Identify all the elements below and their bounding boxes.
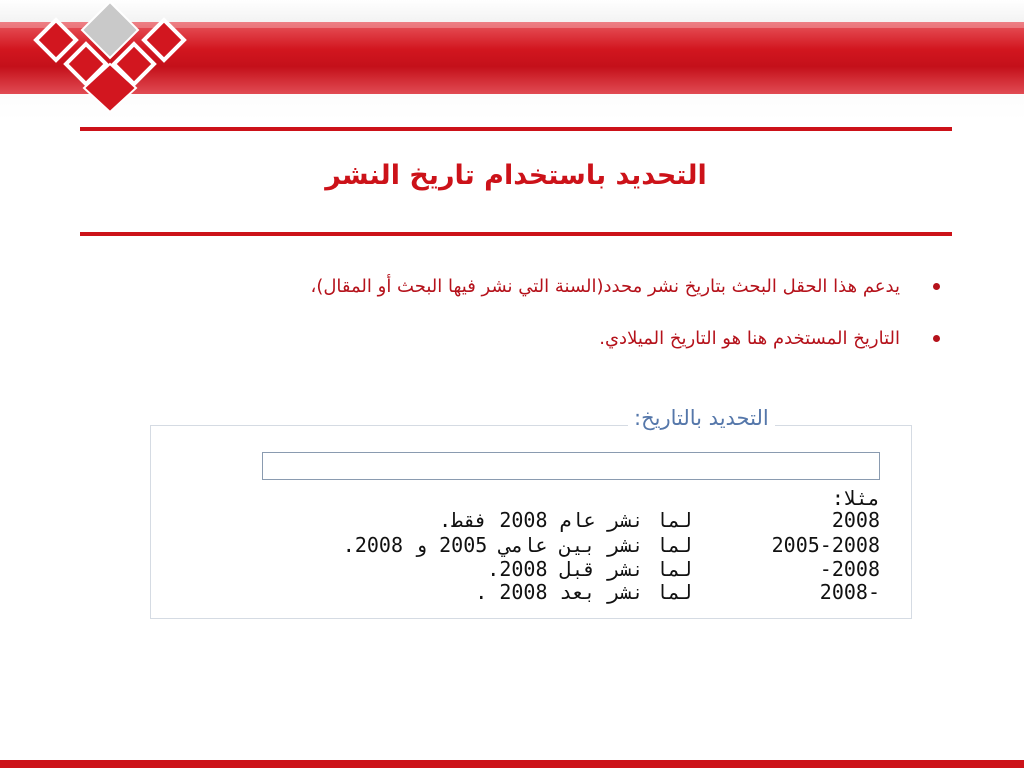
example-row (215, 508, 880, 532)
example-row (215, 533, 880, 557)
bullet-item (150, 272, 940, 302)
footer-red-bar (0, 760, 1024, 768)
date-filter-input[interactable] (262, 452, 880, 480)
example-description: لما نشر عام 2008 فقط. (439, 508, 692, 532)
bullet-item (150, 324, 940, 354)
diamond-pattern-logo (20, 0, 190, 115)
example-description: لما نشر قبل 2008. (487, 557, 692, 581)
bullet-dot-icon (933, 283, 940, 290)
bullet-dot-icon (933, 335, 940, 342)
example-code: -2008 (819, 557, 880, 581)
example-code: 2005-2008 (771, 533, 880, 557)
header-banner (0, 0, 1024, 120)
slide-title: التحديد باستخدام تاريخ النشر (325, 160, 707, 191)
example-code: 2008 (831, 508, 880, 532)
example-description: لما نشر بعد 2008 . (475, 580, 692, 604)
example-description: لما نشر بين عامي 2005 و 2008. (342, 533, 692, 557)
bullet-list (150, 272, 940, 376)
title-top-rule (80, 127, 952, 131)
bullet-text: يدعم هذا الحقل البحث بتاريخ نشر محدد(السنة التي نشر فيها البحث أو المقال)، (310, 276, 900, 297)
example-code: 2008- (819, 580, 880, 604)
example-row (215, 557, 880, 581)
title-bottom-rule (80, 232, 952, 236)
bullet-text: التاريخ المستخدم هنا هو التاريخ الميلادي. (599, 328, 900, 349)
example-row (215, 580, 880, 604)
date-filter-legend: التحديد بالتاريخ: (628, 406, 775, 430)
example-label: مثلا: (831, 486, 880, 510)
